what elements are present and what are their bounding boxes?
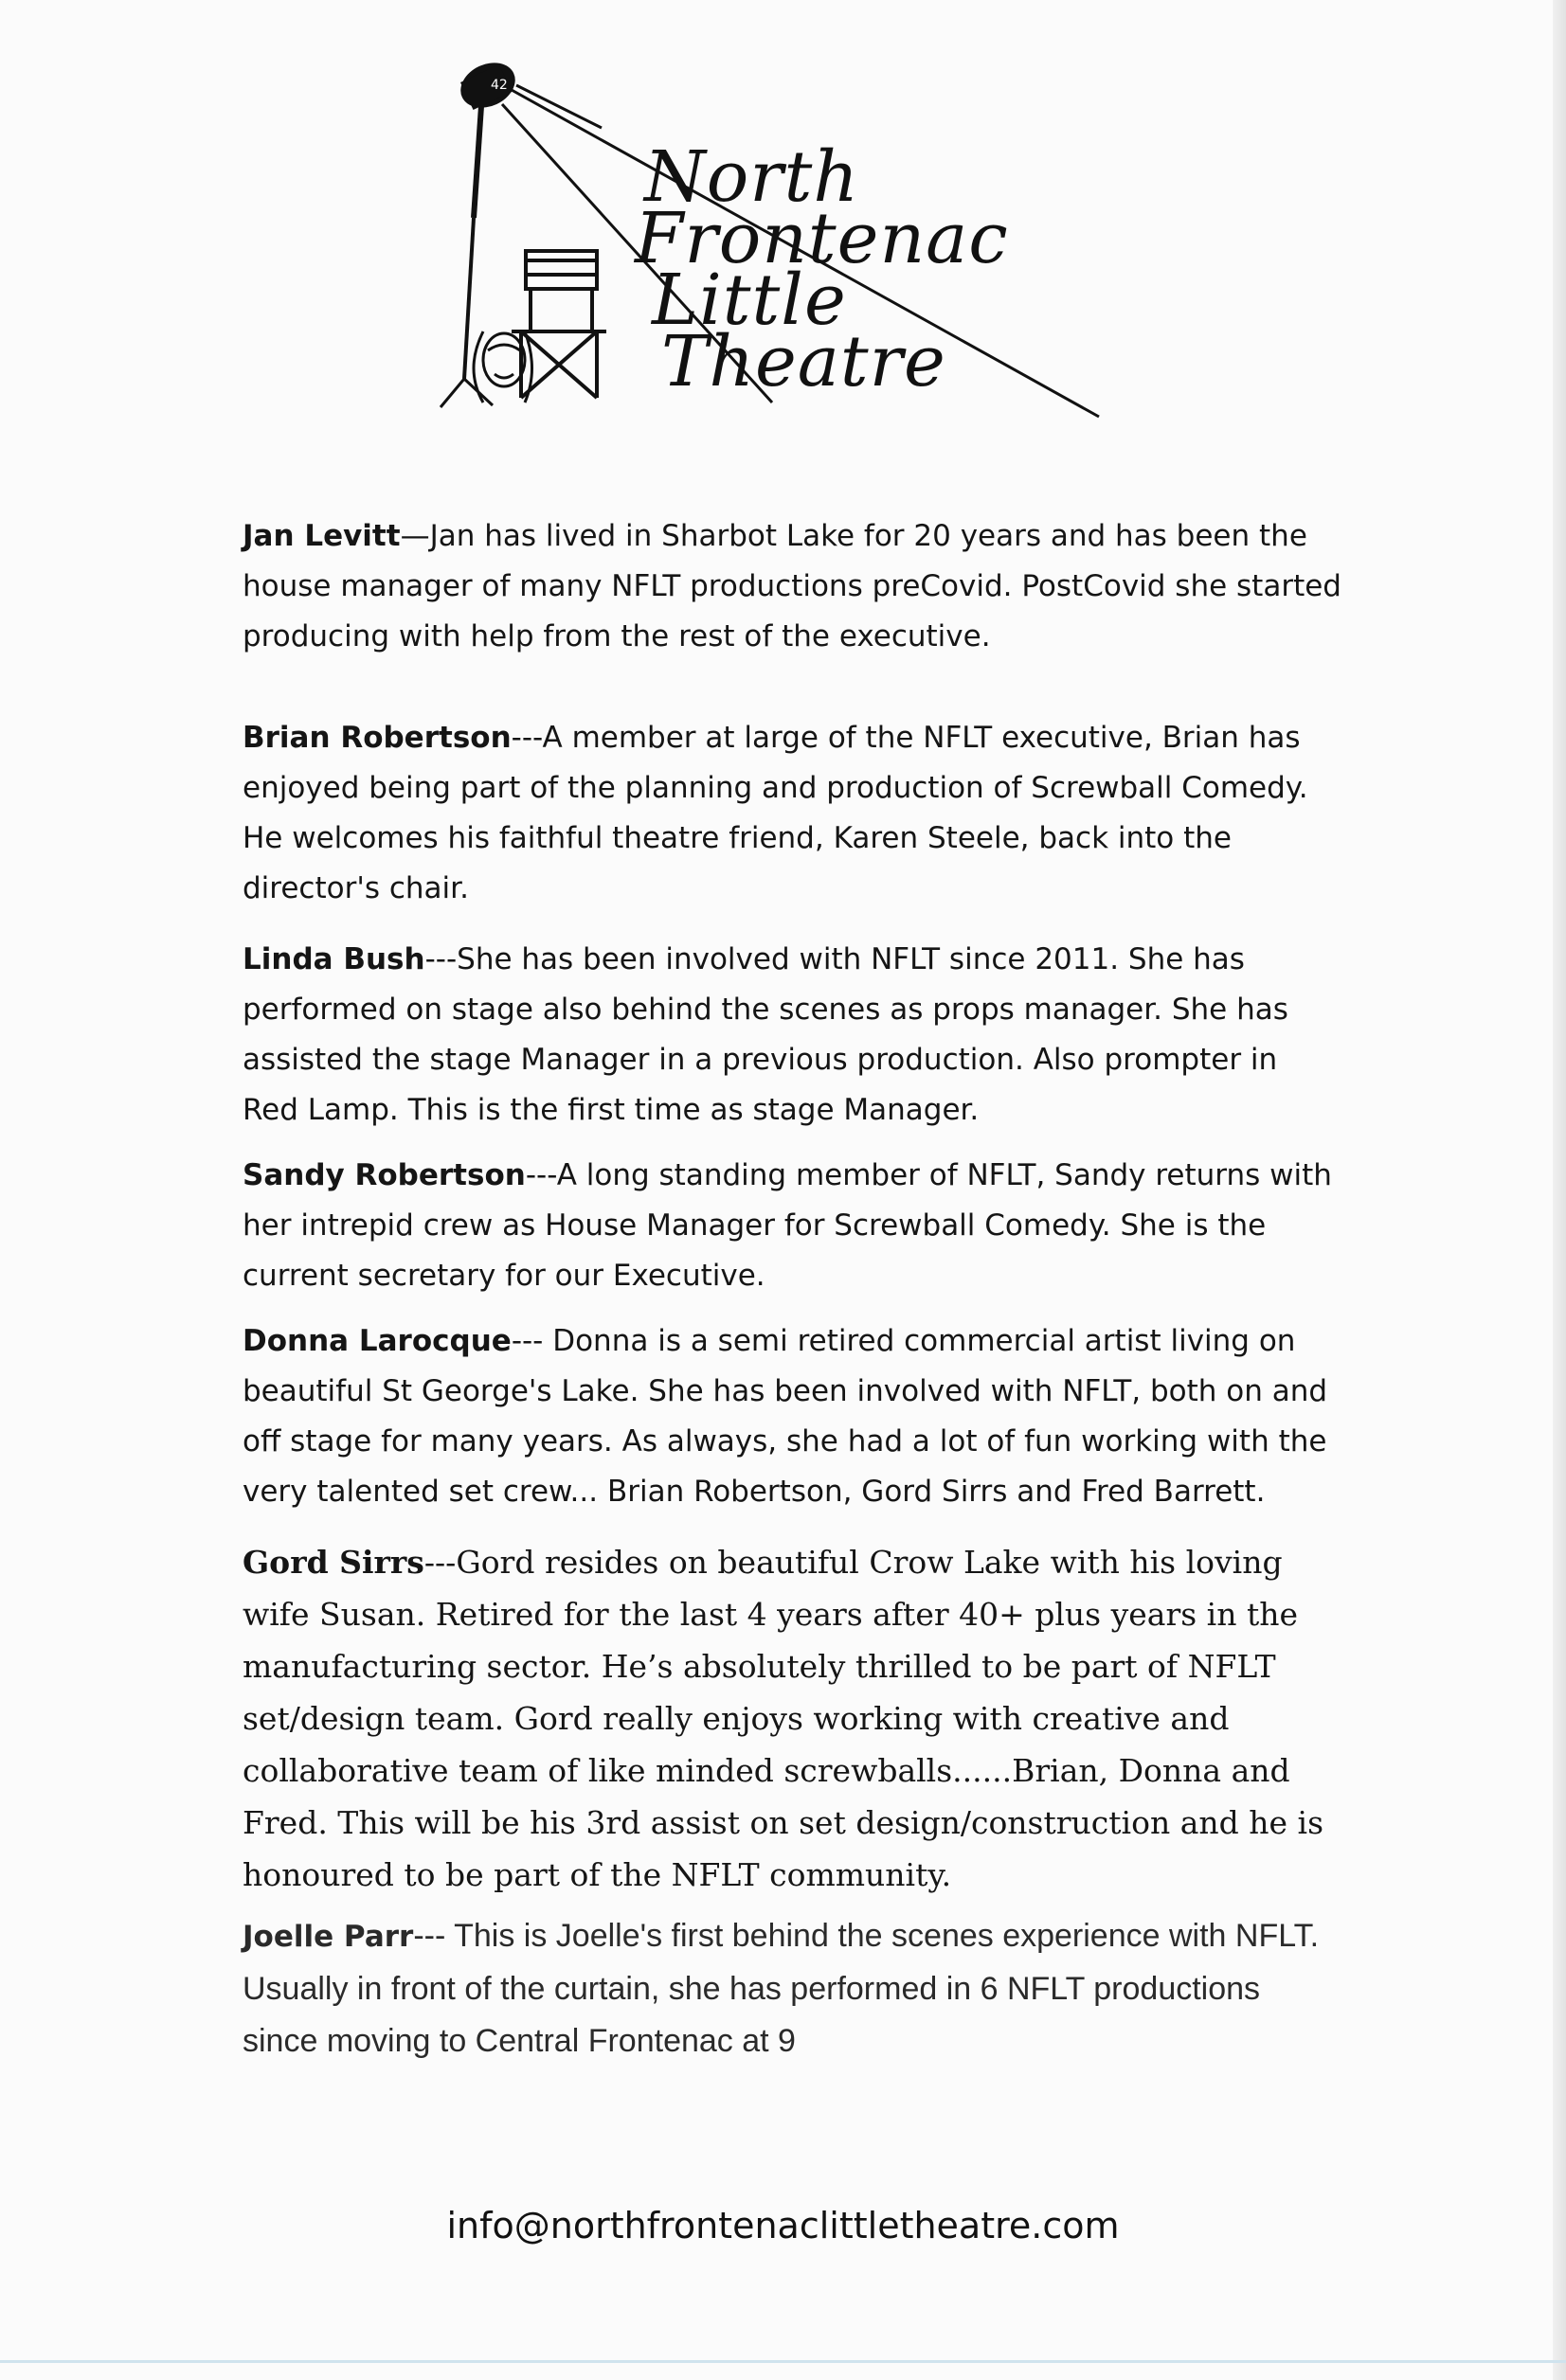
- spotlight-icon: [454, 54, 523, 116]
- theatre-logo: [436, 47, 1137, 426]
- figure-icon: [474, 331, 532, 403]
- logo-word-north: North: [644, 136, 860, 218]
- bio-sandy-robertson: [243, 1151, 1341, 1301]
- directors-chair-icon: [512, 251, 606, 398]
- bio-name: Gord Sirrs: [243, 1544, 424, 1581]
- bio-gord-sirrs: [243, 1536, 1341, 1901]
- bio-joelle-parr: [243, 1910, 1341, 2067]
- logo-word-little: Little: [652, 259, 847, 341]
- bio-text: —Jan has lived in Sharbot Lake for 20 years and has been the house manager of many NFLT productions preCovid. PostCovid she started producing with help from the rest of the executive.: [243, 519, 1341, 653]
- bio-text: ---A member at large of the NFLT executive, Brian has enjoyed being part of the planning and production of Screwball Comedy. He welcomes his faithful theatre friend, Karen Steele, back into the director's chair.: [243, 721, 1308, 905]
- logo-word-frontenac: Frontenac: [635, 198, 1009, 279]
- logo-word-theatre: Theatre: [661, 321, 946, 403]
- bio-name: Joelle Parr: [243, 1920, 414, 1954]
- contact-email: info@northfrontenaclittletheatre.com: [446, 2205, 1120, 2246]
- bio-linda-bush: [243, 935, 1341, 1136]
- bio-text: ---Gord resides on beautiful Crow Lake with his loving wife Susan. Retired for the last 4 years after 40+ plus years in the manufacturing sector. He’s absolutely thrilled to be part of NFLT set/design team. Gord really enjoys working with creative and collaborative team of like minded screwballs......Brian, Donna and Fred. This will be his 3rd assist on set design/construction and he is honoured to be part of the NFLT community.: [243, 1544, 1323, 1893]
- bio-text: --- This is Joelle's first behind the scenes experience with NFLT. Usually in front of the curtain, she has performed in 6 NFLT productions since moving to Central Frontenac at 9: [243, 1918, 1320, 2059]
- bio-name: Jan Levitt: [243, 519, 401, 553]
- bio-name: Brian Robertson: [243, 721, 512, 755]
- crew-bios: [243, 511, 1341, 2067]
- svg-text:42: 42: [491, 78, 508, 93]
- bio-donna-larocque: [243, 1316, 1341, 1517]
- bio-text: ---She has been involved with NFLT since 2011. She has performed on stage also behind the scenes as props manager. She has assisted the stage Manager in a previous production. Also prompter in Red Lamp. This is the first time as stage Manager.: [243, 942, 1288, 1127]
- bio-text: ---A long standing member of NFLT, Sandy returns with her intrepid crew as House Manager for Screwball Comedy. She is the current secretary for our Executive.: [243, 1158, 1332, 1293]
- page-edge: [1553, 0, 1566, 2380]
- bio-name: Sandy Robertson: [243, 1158, 526, 1192]
- bio-name: Linda Bush: [243, 942, 425, 976]
- bio-brian-robertson: [243, 713, 1341, 914]
- bio-jan-levitt: [243, 511, 1341, 662]
- bio-text: --- Donna is a semi retired commercial artist living on beautiful St George's Lake. She has been involved with NFLT, both on and off stage for many years. As always, she had a lot of fun working with the very talented set crew... Brian Robertson, Gord Sirrs and Fred Barrett.: [243, 1324, 1328, 1509]
- bio-name: Donna Larocque: [243, 1324, 512, 1358]
- bottom-border-line: [0, 2360, 1566, 2363]
